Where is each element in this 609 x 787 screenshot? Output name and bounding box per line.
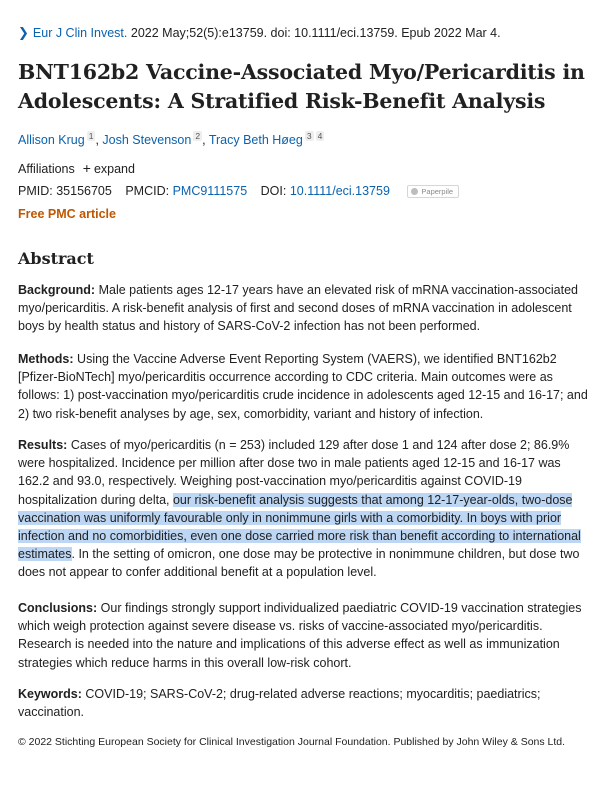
affiliations-toggle[interactable]: [18, 160, 135, 176]
article-title: BNT162b2 Vaccine-Associated Myo/Pericarditis in Adolescents: A Stratified Risk-Benefit Analysis: [18, 60, 585, 113]
abstract-heading: Abstract: [18, 249, 94, 268]
paperpile-label: Paperpile: [421, 187, 454, 196]
citation-line: [18, 25, 501, 41]
paperpile-button[interactable]: [407, 185, 459, 198]
author-link[interactable]: Tracy Beth Høeg: [208, 133, 303, 147]
keywords-label: Keywords:: [18, 687, 82, 701]
conclusions-label: Conclusions:: [18, 601, 98, 615]
keywords-text: COVID-19; SARS-CoV-2; drug-related adverse reactions; myocarditis; paediatrics; vaccination.: [18, 687, 541, 720]
results-text-end: . In the setting of omicron, one dose may be protective in nonimmune children, but dose two does not appear to confer additional benefit at a population level.: [18, 547, 580, 580]
author-link[interactable]: Allison Krug: [18, 133, 85, 147]
affiliation-ref[interactable]: 1: [88, 131, 94, 141]
keywords: [18, 685, 592, 721]
affiliations-label: Affiliations: [18, 162, 75, 176]
affiliation-ref[interactable]: 4: [317, 131, 323, 141]
chevron-right-icon: ❯: [18, 25, 29, 40]
background-label: Background:: [18, 283, 96, 297]
abstract-results: [18, 436, 592, 582]
abstract-methods: [18, 350, 592, 423]
doi-link[interactable]: 10.1111/eci.13759: [289, 184, 390, 198]
highlighted-selection[interactable]: our risk-benefit analysis suggests that among 12-17-year-olds, two-dose vaccination was uniformly favourable only in nonimmune girls with a comorbidity. In boys with prior infection and no comorbidities, even one dose carried more risk than benefit according to international estimates: [18, 492, 581, 562]
journal-link[interactable]: Eur J Clin Invest.: [32, 26, 128, 40]
affiliation-ref[interactable]: 2: [195, 131, 201, 141]
author-link[interactable]: Josh Stevenson: [102, 133, 192, 147]
pmcid-link[interactable]: PMC9111575: [172, 184, 248, 198]
copyright-notice: © 2022 Stichting European Society for Clinical Investigation Journal Foundation. Published by John Wiley & Sons Ltd.: [18, 736, 566, 748]
results-text: Cases of myo/pericarditis (n = 253) included 129 after dose 1 and 124 after dose 2; 86.9% were hospitalized. Incidence per million after dose two in male patients aged 12-15 and 16-17 was 162.2 and 93.0, respectively. Weighing post-vaccination myo/pericarditis against COVID-19 hospitalization during delta,: [18, 438, 570, 507]
author-list: Allison Krug $^1$ , Josh Stevenson $^2$ , Tracy Beth Høeg $^3$ $^4$: [18, 131, 323, 147]
paperpile-icon: [411, 188, 418, 195]
affiliation-ref[interactable]: 3: [306, 131, 312, 141]
pmcid-label: PMCID:: [125, 184, 170, 198]
abstract-conclusions: [18, 599, 592, 672]
background-text: Male patients ages 12-17 years have an elevated risk of mRNA vaccination-associated myo/pericarditis. A risk-benefit analysis of first and second doses of mRNA vaccination in adolescent boys by health status and history of SARS-CoV-2 infection has not been performed.: [18, 283, 579, 334]
doi-label: DOI:: [260, 184, 287, 198]
methods-text: Using the Vaccine Adverse Event Reporting System (VAERS), we identified BNT162b2 [Pfizer-BioNTech] myo/pericarditis occurrence according to CDC criteria. Main outcomes were as follows: 1) post-vaccination myo/pericarditis crude incidence in adolescents aged 12-15 and 16-17; and 2) two risk-benefit analyses by age, sex, comorbidity, variant and history of infection.: [18, 352, 588, 421]
conclusions-text: Our findings strongly support individualized paediatric COVID-19 vaccination strategies which weigh protection against severe disease vs. risks of vaccine-associated myo/pericarditis. Research is needed into the nature and implications of this adverse effect as well as immunization strategies which reduce harms in this overall low-risk cohort.: [18, 601, 582, 670]
abstract-background: [18, 281, 592, 336]
free-pmc-label: Free PMC article: [18, 207, 116, 221]
citation-details: 2022 May;52(5):e13759. doi: 10.1111/eci.13759. Epub 2022 Mar 4.: [130, 26, 501, 40]
methods-label: Methods:: [18, 352, 74, 366]
identifiers: [18, 184, 459, 198]
results-label: Results:: [18, 438, 68, 452]
plus-icon: +: [82, 160, 91, 176]
pmid-value: 35156705: [56, 184, 112, 198]
pmid-label: PMID:: [18, 184, 53, 198]
expand-label: expand: [93, 162, 135, 176]
